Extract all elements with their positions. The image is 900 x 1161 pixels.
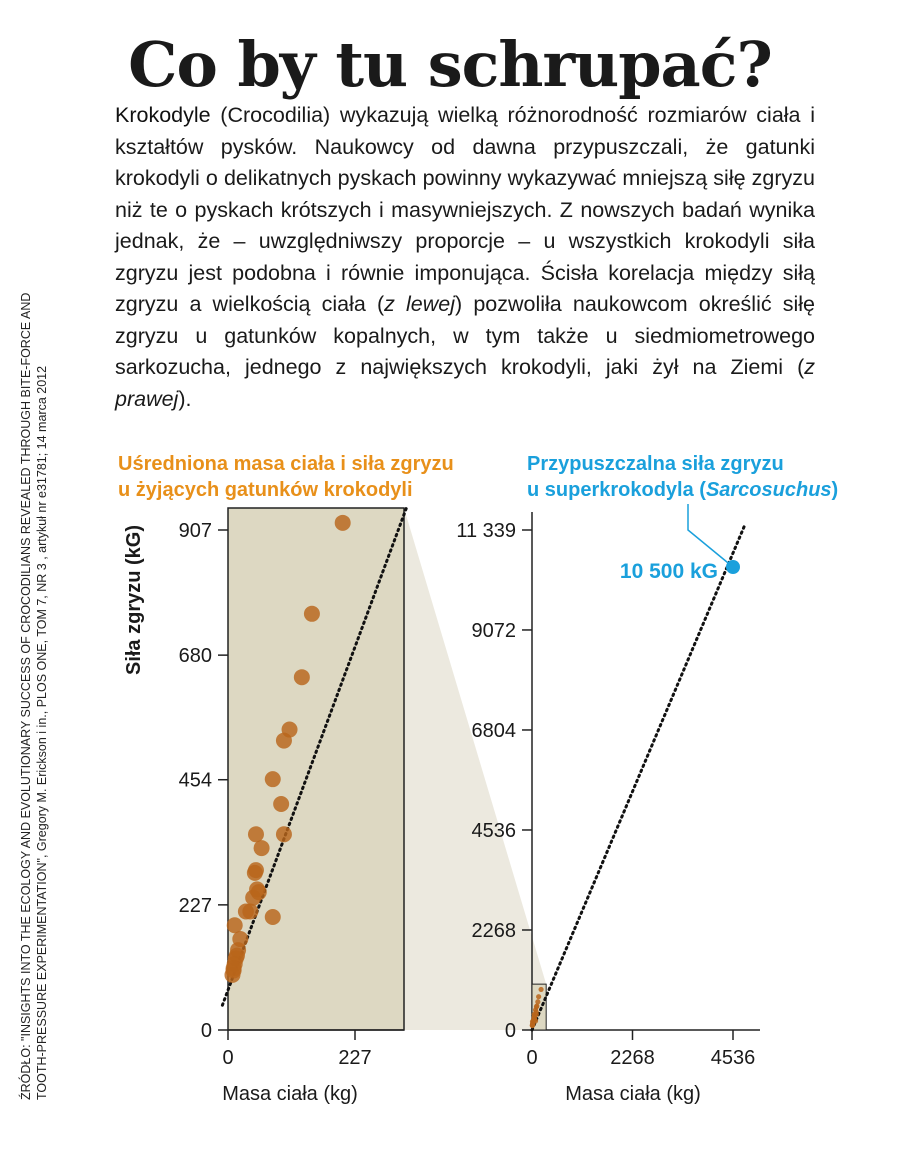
left-data-point	[265, 771, 281, 787]
right-x-tick-label: 0	[526, 1047, 538, 1069]
right-chart-title-line1: Przypuszczalna siła zgryzu	[527, 453, 784, 475]
right-x-tick-label: 2268	[610, 1047, 655, 1069]
left-x-axis-label: Masa ciała (kg)	[222, 1083, 358, 1105]
left-data-point	[254, 840, 270, 856]
left-data-point	[335, 515, 351, 531]
right-y-tick-label: 9072	[471, 619, 516, 642]
right-y-tick-label: 0	[504, 1020, 516, 1042]
intro-text-3: ).	[178, 386, 192, 411]
left-data-point	[227, 917, 243, 933]
right-mini-data-point	[533, 1018, 538, 1023]
left-data-point	[282, 722, 298, 738]
intro-ref-right: z prawej	[115, 355, 815, 411]
left-data-point	[304, 606, 320, 622]
right-mini-data-point	[535, 999, 540, 1004]
left-data-point	[242, 903, 258, 919]
highlight-point	[726, 560, 740, 574]
intro-lead: Krokodyle	[115, 103, 211, 127]
right-mini-data-point	[536, 994, 541, 999]
left-data-point	[248, 862, 264, 878]
left-chart-title-line2: u żyjących gatunków krokodyli	[118, 479, 413, 501]
highlight-label: 10 500 kG	[619, 559, 718, 583]
intro-ref-left: z lewej	[384, 292, 456, 316]
right-trend-line	[532, 524, 745, 1030]
right-mini-data-point	[538, 987, 543, 992]
left-y-tick-label: 227	[178, 894, 212, 917]
highlight-leader-line	[688, 504, 733, 567]
left-y-tick-label: 680	[178, 645, 212, 668]
left-data-point	[276, 826, 292, 842]
left-data-point	[273, 796, 289, 812]
left-data-point	[226, 960, 242, 976]
y-axis-label: Siła zgryzu (kG)	[123, 524, 145, 676]
right-y-tick-label: 11 339	[456, 520, 516, 542]
page-title: Co by tu schrupać?	[128, 28, 772, 101]
intro-text: (Crocodilia) wykazują wielką różnorodność rozmiarów ciała i kształtów pysków. Naukowcy od dawna przypuszczali, że gatunki krokodyli o delikatnych pyskach powinny wykazywać mniejszą siłę zgryzu niż te o pyskach krótszych i masywniejszych. Z nowszych badań wynika jednak, że – uwzględniwszy proporcje – u wszystkich krokodyli siła zgryzu jest podobna i równie imponująca. Ścisła korelacja między siłą zgryzu a wielkością ciała (	[115, 103, 815, 316]
left-x-tick-label: 227	[338, 1047, 372, 1069]
right-x-axis-label: Masa ciała (kg)	[565, 1083, 701, 1105]
right-y-tick-label: 4536	[471, 819, 516, 842]
left-data-point	[232, 931, 248, 947]
right-y-tick-label: 6804	[471, 719, 516, 742]
charts-area	[0, 440, 900, 1140]
zoom-connector	[404, 508, 546, 1030]
left-y-tick-label: 907	[178, 520, 212, 542]
source-note: ŹRÓDŁO: "INSIGHTS INTO THE ECOLOGY AND EVOLUTIONARY SUCCESS OF CROCODILIANS REVEALED THROUGH BITE-FORCE AND TOOTH-PRESSURE EXPERIMENTATION", Gregory M. Erickson i in., PLOS ONE, TOM 7, NR 3 , artykuł nr e31781; 14 marca 2012	[19, 292, 49, 1100]
right-x-tick-label: 4536	[710, 1047, 756, 1069]
left-x-tick-label: 0	[222, 1047, 234, 1069]
bite-force-charts	[0, 440, 900, 1140]
intro-paragraph	[115, 100, 815, 415]
left-data-point	[265, 909, 281, 925]
left-data-point	[248, 826, 264, 842]
right-chart-title-line2: u superkrokodyla (Sarcosuchus)	[527, 479, 839, 501]
left-data-point	[294, 669, 310, 685]
left-y-tick-label: 0	[200, 1020, 212, 1042]
right-y-tick-label: 2268	[471, 919, 516, 942]
left-chart-title-line1: Uśredniona masa ciała i siła zgryzu	[118, 453, 454, 475]
intro-text-2: ) pozwoliła naukowcom określić siłę zgryzu u gatunków kopalnych, w tym także u siedmiometrowego sarkozucha, jednego z największych krokodyli, jaki żył na Ziemi (	[115, 292, 815, 379]
right-mini-data-point	[534, 1012, 539, 1017]
left-y-tick-label: 454	[178, 769, 212, 792]
left-data-point	[251, 884, 267, 900]
